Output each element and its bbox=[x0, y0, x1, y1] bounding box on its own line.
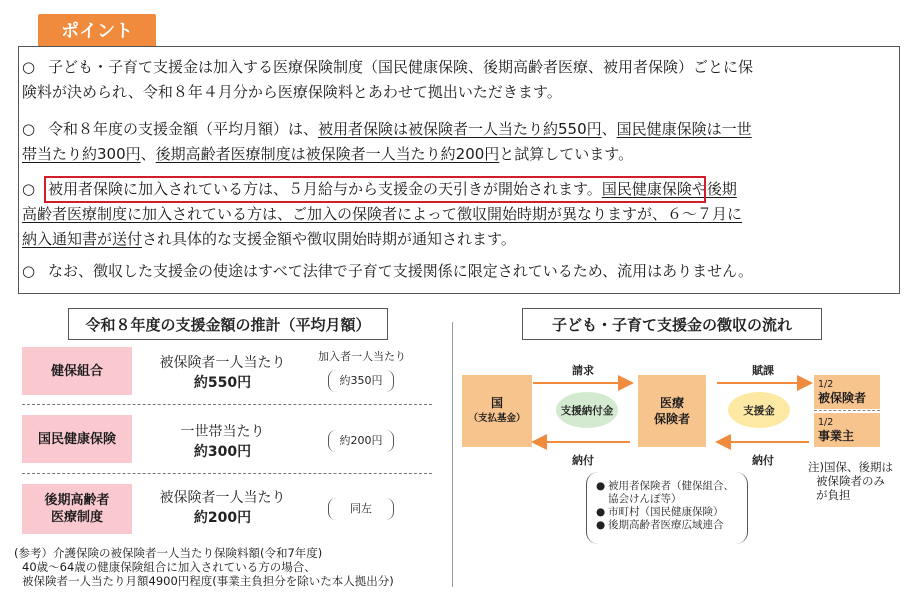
row-kouki-name-line1: 後期高齢者 bbox=[44, 493, 110, 508]
row-kouki-name-line2: 医療制度 bbox=[50, 510, 103, 525]
gov-line1: 国 bbox=[490, 396, 503, 410]
section-divider bbox=[452, 322, 453, 587]
row-divider bbox=[22, 404, 432, 405]
p3-b: 国民健康保険や後期 bbox=[601, 180, 737, 198]
p3-d: 納入通知書が送付 bbox=[22, 230, 143, 248]
flow-footnote bbox=[808, 460, 908, 502]
row-kenpo-detail bbox=[140, 353, 305, 393]
p2-d: 国民健康保険は一世 bbox=[616, 120, 752, 138]
ref-line1: (参考）介護保険の被保険者一人当たり保険料額(令和7年度) bbox=[14, 546, 323, 560]
flow-title: 子ども・子育て支援金の徴収の流れ bbox=[522, 308, 822, 340]
insurer-line2: 保険者 bbox=[653, 412, 690, 426]
bullet-mark: ○ bbox=[22, 58, 36, 76]
row-name-kenpo: 健保組合 bbox=[22, 347, 132, 395]
bullet-mark: ○ bbox=[22, 180, 36, 198]
row-kokuho-unit: 一世帯当たり bbox=[180, 424, 265, 440]
gov-line2: （支払基金） bbox=[468, 413, 526, 424]
row-kenpo-amount: 約550円 bbox=[193, 375, 252, 391]
p2-b: 被用者保険は被保険者一人当たり約550円 bbox=[318, 120, 602, 138]
employer-box bbox=[814, 413, 880, 447]
bullet-mark: ○ bbox=[22, 120, 36, 138]
insurer-line1: 医療 bbox=[659, 396, 684, 410]
row-kouki-unit: 被保険者一人当たり bbox=[159, 490, 286, 506]
insured-label: 被保険者 bbox=[818, 390, 867, 405]
employer-label: 事業主 bbox=[818, 428, 855, 443]
row-kouki-detail bbox=[140, 488, 305, 528]
half-top: 1/2 bbox=[818, 378, 834, 390]
split-divider bbox=[814, 410, 880, 411]
p2-g: 後期高齢者医療制度は被保険者一人当たり約200円 bbox=[155, 145, 500, 163]
row-kokuho-detail bbox=[140, 422, 305, 462]
row-kokuho-amount: 約300円 bbox=[193, 444, 252, 460]
point-paragraph-2 bbox=[22, 117, 890, 167]
insurers-item-2: 市町村（国民健康保険） bbox=[608, 506, 724, 518]
row-divider bbox=[22, 473, 432, 474]
p3-e: され具体的な支援金額や徴収開始時期が通知されます。 bbox=[142, 230, 516, 248]
p3-a: 被用者保険に加入されている方は、５月給与から支援金の天引きが開始されます。 bbox=[48, 180, 602, 198]
row-name-kokuho: 国民健康保険 bbox=[22, 415, 132, 463]
insurers-item-3: 後期高齢者医療広域連合 bbox=[608, 519, 724, 531]
highlight-box bbox=[44, 176, 706, 203]
bullet-mark: ○ bbox=[22, 262, 36, 280]
ref-line2: 40歳〜64歳の健康保険組合に加入されている方の場合、 bbox=[22, 560, 316, 574]
footnote-line1: 注)国保、後期は bbox=[808, 460, 893, 474]
request-label: 請求 bbox=[572, 364, 594, 377]
footnote-line2: 被保険者のみ bbox=[816, 474, 885, 488]
bullet-dot-icon: ● bbox=[596, 519, 606, 531]
pay-label-right: 納付 bbox=[752, 454, 774, 467]
insured-box bbox=[814, 375, 880, 409]
pay-label-left: 納付 bbox=[572, 454, 594, 467]
fund-ellipse: 支援金 bbox=[728, 392, 790, 428]
half-bottom: 1/2 bbox=[818, 416, 834, 428]
footnote-line3: が負担 bbox=[816, 488, 851, 502]
row-kokuho-per-member: 約200円 bbox=[328, 430, 394, 452]
point-paragraph-4 bbox=[22, 259, 890, 284]
levy-label: 賦課 bbox=[752, 364, 774, 377]
row-kenpo-unit: 被保険者一人当たり bbox=[159, 355, 286, 371]
reference-note bbox=[14, 546, 444, 588]
insurers-item-1: 被用者保険者（健保組合、 bbox=[608, 480, 734, 492]
insurer-box bbox=[638, 375, 706, 447]
p2-h: と試算しています。 bbox=[499, 145, 634, 163]
row-kenpo-per-member: 約350円 bbox=[328, 370, 394, 392]
p2-f: 、 bbox=[140, 145, 156, 163]
point-tab: ポイント bbox=[38, 14, 156, 46]
row-kouki-amount: 約200円 bbox=[193, 510, 252, 526]
insurers-list bbox=[596, 480, 746, 532]
bullet-dot-icon: ● bbox=[596, 480, 606, 492]
p1-line2: 険料が決められ、令和８年４月分から医療保険料とあわせて拠出いただきます。 bbox=[22, 83, 562, 101]
gov-box bbox=[462, 375, 532, 447]
p2-c: 、 bbox=[601, 120, 617, 138]
estimate-title: 令和８年度の支援金額の推計（平均月額） bbox=[68, 308, 388, 340]
ref-line3: 被保険者一人当たり月額4900円程度(事業主負担分を除いた本人拠出分) bbox=[22, 574, 394, 588]
insurers-item-1b: 協会けんぽ等） bbox=[608, 493, 682, 505]
per-member-header: 加入者一人当たり bbox=[318, 350, 406, 363]
p3-c: 高齢者医療制度に加入されている方は、ご加入の保険者によって徴収開始時期が異なりますが、６〜７月に bbox=[22, 205, 743, 223]
p2-e: 帯当たり約300円 bbox=[22, 145, 141, 163]
p4-text: なお、徴収した支援金の使途はすべて法律で子育て支援関係に限定されているため、流用はありません。 bbox=[48, 262, 754, 280]
row-kouki-per-member: 同左 bbox=[328, 498, 394, 520]
bullet-dot-icon: ● bbox=[596, 506, 606, 518]
point-paragraph-1 bbox=[22, 55, 890, 105]
row-name-kouki bbox=[22, 484, 132, 534]
p1-line1: 子ども・子育て支援金は加入する医療保険制度（国民健康保険、後期高齢者医療、被用者保険）ごとに保 bbox=[48, 58, 754, 76]
p2-a: 令和８年度の支援金額（平均月額）は、 bbox=[48, 120, 319, 138]
grant-ellipse: 支援納付金 bbox=[556, 392, 618, 428]
